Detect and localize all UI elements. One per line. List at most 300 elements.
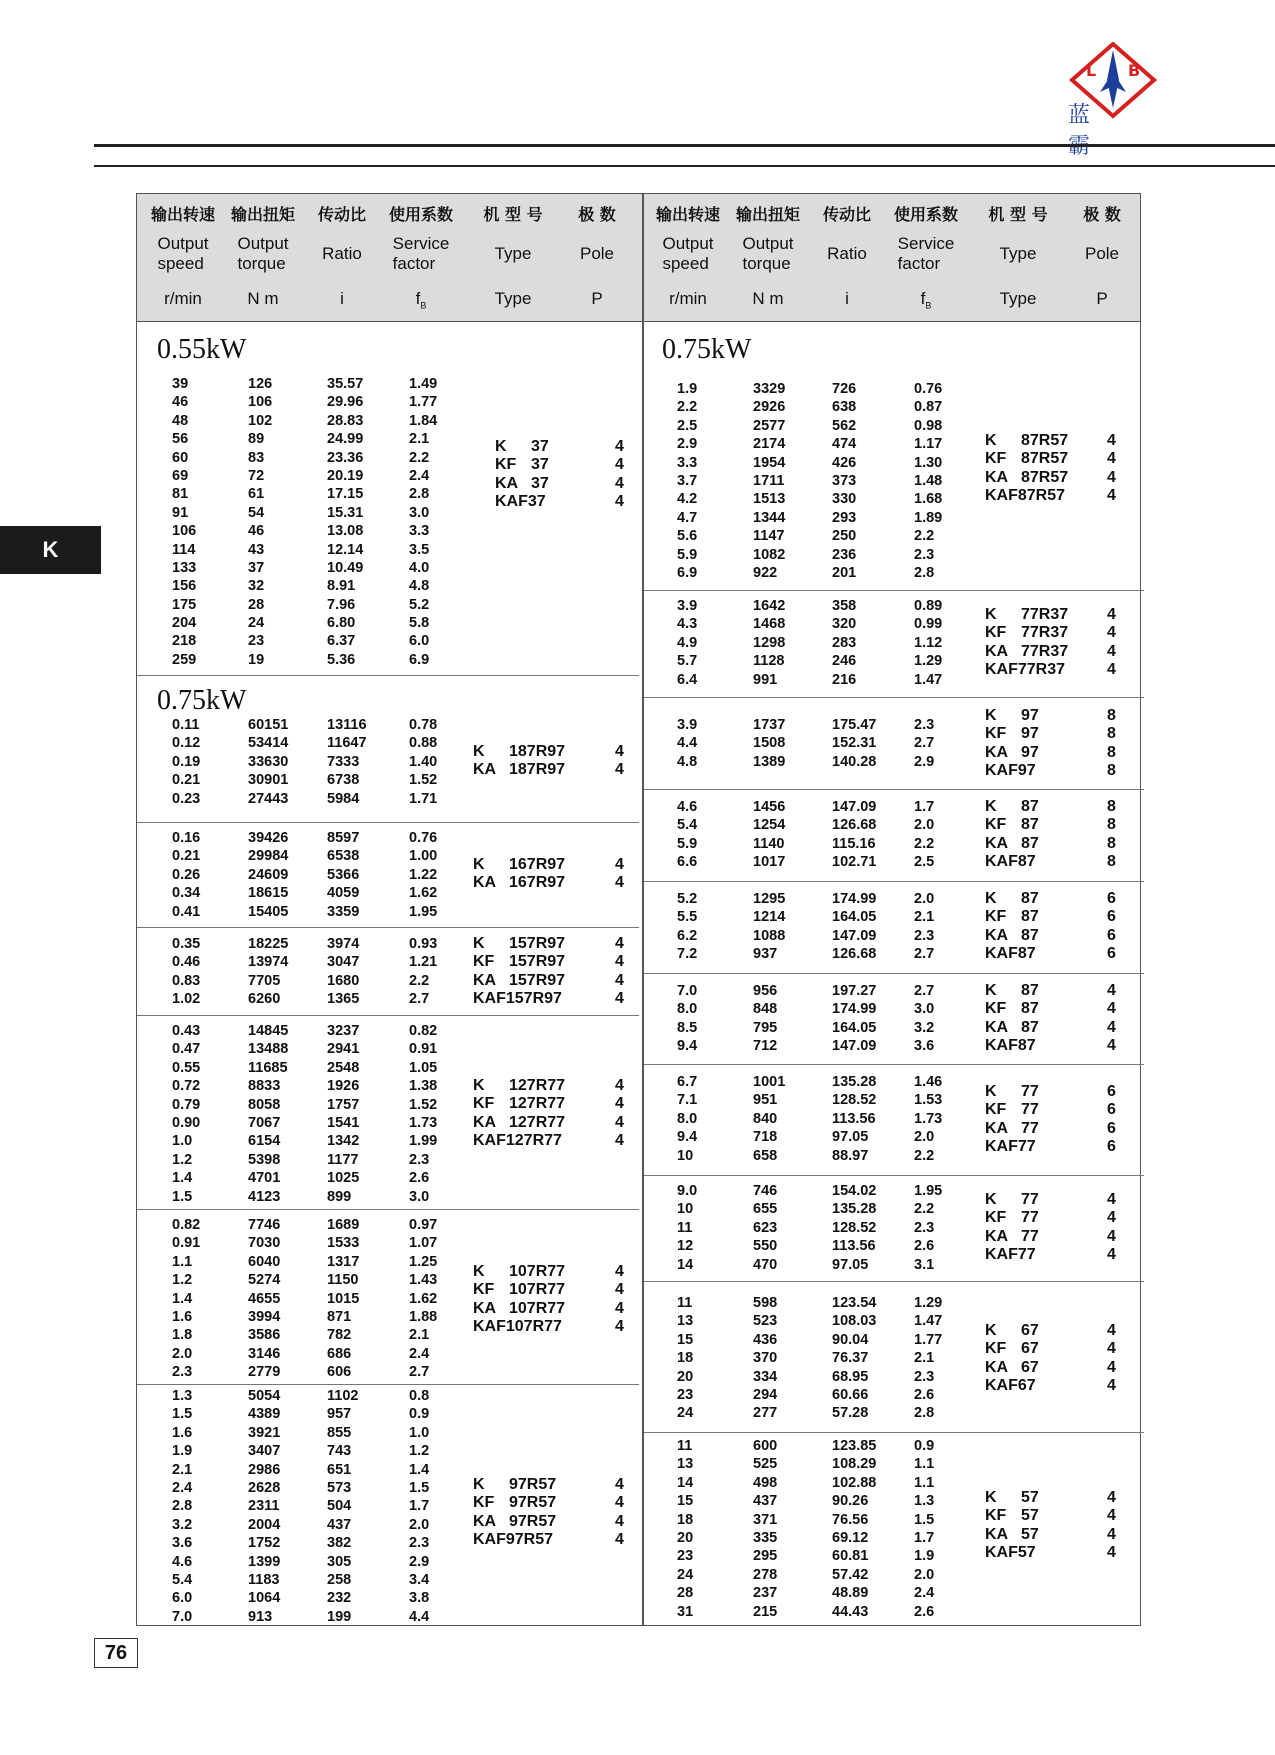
type-size: 87 — [1021, 926, 1039, 944]
type-row — [473, 1263, 633, 1281]
pole-value: 4 — [615, 456, 624, 474]
speed-cell: 5.9 — [677, 546, 698, 563]
type-prefix: KF — [985, 624, 1007, 642]
speed-cell: 4.6 — [677, 799, 698, 815]
ratio-cell: 140.28 — [832, 753, 877, 770]
table-row — [137, 1234, 639, 1252]
factor-cell: 1.49 — [409, 376, 438, 392]
pole-value: 4 — [1107, 1322, 1116, 1339]
type-size: 77 — [1021, 1227, 1039, 1245]
speed-cell: 5.9 — [677, 835, 698, 852]
ratio-cell: 5.36 — [327, 651, 356, 668]
type-prefix: KA — [985, 1358, 1009, 1376]
pole-value: 8 — [1107, 725, 1116, 743]
pole-value: 6 — [1107, 1083, 1116, 1100]
torque-cell: 371 — [753, 1511, 778, 1528]
pole-value: 4 — [615, 1113, 624, 1131]
factor-cell: 2.9 — [409, 1553, 430, 1570]
left-section-4 — [137, 1015, 639, 1210]
type-prefix: K — [985, 798, 997, 815]
ratio-cell: 76.56 — [832, 1511, 869, 1528]
factor-cell: 0.87 — [914, 399, 943, 416]
ratio-cell: 44.43 — [832, 1603, 869, 1620]
type-prefix: KA — [985, 743, 1009, 761]
type-prefix: KAF157R97 — [473, 990, 562, 1008]
type-size: 87 — [1021, 1000, 1039, 1018]
torque-cell: 1082 — [753, 546, 786, 563]
speed-cell: 4.2 — [677, 491, 698, 508]
torque-cell: 278 — [753, 1566, 778, 1583]
pole-value: 4 — [1107, 1246, 1116, 1264]
speed-cell: 1.0 — [172, 1133, 193, 1150]
factor-cell: 1.25 — [409, 1253, 438, 1270]
speed-cell: 7.2 — [677, 946, 698, 963]
type-row — [985, 1120, 1145, 1138]
pole-value: 8 — [1107, 816, 1116, 834]
pole-value: 4 — [615, 1132, 624, 1150]
ratio-cell: 90.04 — [832, 1331, 869, 1348]
factor-cell: 3.5 — [409, 541, 430, 558]
ratio-cell: 726 — [832, 381, 857, 397]
type-prefix: KF — [473, 1095, 495, 1113]
speed-cell: 4.6 — [172, 1553, 193, 1570]
right-section-7 — [642, 1175, 1144, 1282]
right-section-4 — [642, 881, 1144, 974]
speed-cell: 11 — [677, 1295, 693, 1311]
type-row — [985, 661, 1145, 679]
torque-cell: 525 — [753, 1456, 778, 1473]
torque-cell: 2577 — [753, 417, 786, 434]
torque-cell: 335 — [753, 1529, 778, 1546]
type-row — [473, 761, 633, 779]
type-prefix: K — [473, 1077, 485, 1094]
header-cn-1-5: 极 数 — [1083, 205, 1121, 224]
header-cn-0-4: 机 型 号 — [483, 205, 543, 224]
type-prefix: KA — [473, 1299, 497, 1317]
type-row — [473, 856, 633, 874]
header-cn-1-2: 传动比 — [822, 205, 872, 224]
factor-cell: 2.1 — [914, 909, 935, 926]
torque-cell: 37 — [248, 559, 265, 576]
speed-cell: 3.2 — [172, 1516, 193, 1533]
torque-cell: 2926 — [753, 399, 786, 416]
factor-cell: 5.8 — [409, 615, 430, 632]
speed-cell: 5.4 — [677, 817, 698, 834]
header-unit-0-5: P — [591, 289, 603, 308]
speed-cell: 0.91 — [172, 1235, 201, 1252]
torque-cell: 1513 — [753, 491, 786, 508]
factor-cell: 0.89 — [914, 598, 943, 614]
speed-cell: 204 — [172, 615, 197, 632]
torque-cell: 294 — [753, 1386, 778, 1403]
speed-cell: 0.26 — [172, 866, 201, 883]
type-prefix: K — [985, 606, 997, 623]
torque-cell: 5398 — [248, 1151, 281, 1168]
torque-cell: 7067 — [248, 1114, 281, 1131]
pole-value: 4 — [615, 874, 624, 892]
factor-cell: 2.1 — [914, 1350, 935, 1367]
type-row — [473, 1476, 633, 1494]
speed-cell: 259 — [172, 651, 197, 668]
type-row — [473, 1114, 633, 1132]
type-row — [985, 1209, 1145, 1227]
ratio-cell: 69.12 — [832, 1529, 869, 1546]
speed-cell: 7.1 — [677, 1092, 698, 1109]
ratio-cell: 3237 — [327, 1023, 360, 1039]
table-row — [642, 1404, 1144, 1422]
table-row — [137, 541, 639, 559]
torque-cell: 498 — [753, 1474, 778, 1491]
table-row — [642, 1603, 1144, 1621]
pole-value: 4 — [615, 1077, 624, 1094]
factor-cell: 1.89 — [914, 509, 943, 526]
type-row — [473, 953, 633, 971]
torque-cell: 215 — [753, 1603, 778, 1620]
ratio-cell: 174.99 — [832, 891, 877, 907]
torque-cell: 8058 — [248, 1096, 281, 1113]
type-size: 167R97 — [509, 874, 566, 892]
factor-cell: 3.4 — [409, 1571, 430, 1588]
pole-value: 4 — [1107, 1340, 1116, 1358]
ratio-cell: 164.05 — [832, 909, 877, 926]
table-row — [137, 1589, 639, 1607]
type-prefix: KA — [985, 834, 1009, 852]
pole-value: 4 — [615, 1476, 624, 1493]
torque-cell: 4701 — [248, 1170, 281, 1187]
speed-cell: 31 — [677, 1603, 694, 1620]
ratio-cell: 97.05 — [832, 1256, 869, 1273]
pole-value: 6 — [1107, 908, 1116, 926]
torque-cell: 5054 — [248, 1388, 281, 1404]
speed-cell: 5.2 — [677, 891, 698, 907]
type-prefix: K — [985, 1191, 997, 1208]
torque-cell: 2004 — [248, 1516, 281, 1533]
ratio-cell: 638 — [832, 399, 857, 416]
speed-cell: 28 — [677, 1585, 694, 1602]
speed-cell: 1.2 — [172, 1151, 193, 1168]
torque-cell: 14845 — [248, 1023, 289, 1039]
factor-cell: 1.21 — [409, 954, 438, 971]
type-prefix: KAF37 — [495, 493, 546, 511]
factor-cell: 1.62 — [409, 1290, 438, 1307]
torque-cell: 956 — [753, 983, 778, 999]
speed-cell: 10 — [677, 1201, 694, 1218]
ratio-cell: 126.68 — [832, 817, 877, 834]
header-cn-0-0: 输出转速 — [150, 205, 216, 224]
type-size: 77R37 — [1021, 642, 1069, 660]
factor-cell: 2.3 — [914, 546, 935, 563]
ratio-cell: 871 — [327, 1308, 352, 1325]
table-row — [642, 1437, 1144, 1455]
table-row — [137, 1571, 639, 1589]
torque-cell: 3407 — [248, 1443, 281, 1460]
type-size: 37 — [531, 438, 549, 455]
ratio-cell: 3974 — [327, 936, 360, 952]
factor-cell: 2.7 — [914, 946, 935, 963]
speed-cell: 0.55 — [172, 1059, 201, 1076]
type-prefix: KA — [985, 468, 1009, 486]
speed-cell: 0.21 — [172, 848, 201, 865]
type-prefix: K — [473, 1263, 485, 1280]
torque-cell: 1214 — [753, 909, 786, 926]
pole-value: 8 — [1107, 762, 1116, 780]
left-section-3 — [137, 927, 639, 1016]
factor-cell: 0.76 — [914, 381, 943, 397]
logo-letter-l: L — [1086, 61, 1097, 80]
pole-value: 4 — [615, 493, 624, 511]
speed-cell: 6.6 — [677, 854, 698, 871]
speed-cell: 0.19 — [172, 753, 201, 770]
pole-value: 4 — [1107, 1018, 1116, 1036]
ratio-cell: 154.02 — [832, 1183, 877, 1199]
type-row — [985, 908, 1145, 926]
table-row — [137, 1022, 639, 1040]
factor-cell: 1.88 — [409, 1308, 438, 1325]
factor-cell: 1.95 — [409, 903, 438, 920]
type-prefix: K — [495, 438, 507, 455]
speed-cell: 56 — [172, 431, 189, 448]
right-section-5 — [642, 973, 1144, 1065]
factor-cell: 2.0 — [914, 1129, 935, 1146]
factor-cell: 1.17 — [914, 436, 943, 453]
type-row — [985, 853, 1145, 871]
factor-cell: 2.6 — [914, 1238, 935, 1255]
speed-cell: 91 — [172, 504, 189, 521]
type-row — [985, 1246, 1145, 1264]
type-row — [985, 643, 1145, 661]
pole-value: 4 — [1107, 432, 1116, 449]
type-prefix: K — [473, 935, 485, 952]
ratio-cell: 88.97 — [832, 1147, 869, 1164]
type-size: 127R77 — [509, 1113, 566, 1131]
factor-cell: 3.2 — [914, 1019, 935, 1036]
table-row — [137, 1188, 639, 1206]
factor-cell: 2.4 — [409, 1345, 430, 1362]
torque-cell: 655 — [753, 1201, 778, 1218]
factor-cell: 3.8 — [409, 1590, 430, 1607]
header-en-0-2: Ratio — [322, 244, 362, 263]
pole-value: 4 — [1107, 624, 1116, 642]
speed-cell: 0.41 — [172, 903, 201, 920]
ratio-cell: 573 — [327, 1479, 352, 1496]
factor-cell: 1.2 — [409, 1443, 430, 1460]
ratio-cell: 174.99 — [832, 1001, 877, 1018]
ratio-cell: 24.99 — [327, 431, 364, 448]
speed-cell: 0.35 — [172, 936, 201, 952]
speed-cell: 1.4 — [172, 1290, 193, 1307]
factor-cell: 1.47 — [914, 1313, 943, 1330]
factor-cell: 0.82 — [409, 1023, 438, 1039]
speed-cell: 3.7 — [677, 472, 698, 489]
type-size: 87 — [1021, 816, 1039, 834]
pole-value: 4 — [615, 856, 624, 873]
ratio-cell: 152.31 — [832, 735, 877, 752]
ratio-cell: 57.42 — [832, 1566, 869, 1583]
factor-cell: 3.0 — [409, 1188, 430, 1205]
torque-cell: 1399 — [248, 1553, 281, 1570]
factor-cell: 4.4 — [409, 1608, 430, 1625]
torque-cell: 1389 — [753, 753, 786, 770]
torque-cell: 19 — [248, 651, 265, 668]
torque-cell: 4655 — [248, 1290, 281, 1307]
speed-cell: 114 — [172, 541, 196, 558]
speed-cell: 175 — [172, 596, 197, 613]
torque-cell: 6040 — [248, 1253, 281, 1270]
speed-cell: 9.0 — [677, 1183, 698, 1199]
ratio-cell: 1926 — [327, 1078, 360, 1095]
header-unit-0-4: Type — [494, 289, 532, 308]
factor-cell: 1.52 — [409, 1096, 438, 1113]
type-size: 67 — [1021, 1340, 1039, 1358]
ratio-cell: 113.56 — [832, 1110, 876, 1127]
speed-cell: 0.11 — [172, 717, 200, 733]
pole-value: 4 — [1107, 487, 1116, 505]
speed-cell: 0.46 — [172, 954, 201, 971]
torque-cell: 937 — [753, 946, 778, 963]
pole-value: 4 — [615, 935, 624, 952]
header-en-1-2: Ratio — [827, 244, 867, 263]
torque-cell: 39426 — [248, 830, 289, 846]
pole-value: 4 — [1107, 606, 1116, 623]
torque-cell: 1254 — [753, 817, 786, 834]
torque-cell: 334 — [753, 1368, 778, 1385]
type-size: 187R97 — [509, 761, 566, 779]
pole-value: 4 — [1107, 1000, 1116, 1018]
factor-cell: 2.0 — [914, 891, 935, 907]
pole-value: 8 — [1107, 743, 1116, 761]
type-prefix: KF — [985, 450, 1007, 468]
type-row — [495, 475, 655, 493]
type-row — [473, 1494, 633, 1512]
factor-cell: 1.29 — [914, 653, 943, 670]
type-row — [985, 624, 1145, 642]
pole-value: 4 — [1107, 661, 1116, 679]
speed-cell: 1.4 — [172, 1170, 193, 1187]
torque-cell: 89 — [248, 431, 265, 448]
pole-value: 8 — [1107, 853, 1116, 871]
ratio-cell: 147.09 — [832, 1038, 877, 1055]
torque-cell: 598 — [753, 1295, 778, 1311]
page-number: 76 — [94, 1638, 138, 1668]
torque-cell: 746 — [753, 1183, 778, 1199]
speed-cell: 6.7 — [677, 1074, 698, 1090]
type-row — [985, 725, 1145, 743]
torque-cell: 1456 — [753, 799, 786, 815]
pole-value: 4 — [615, 990, 624, 1008]
pole-value: 4 — [1107, 450, 1116, 468]
ratio-cell: 123.54 — [832, 1295, 877, 1311]
speed-cell: 12 — [677, 1238, 694, 1255]
torque-cell: 3329 — [753, 381, 786, 397]
torque-cell: 2779 — [248, 1364, 281, 1381]
ratio-cell: 437 — [327, 1516, 352, 1533]
factor-cell: 2.7 — [409, 1364, 430, 1381]
ratio-cell: 3359 — [327, 903, 360, 920]
type-size: 77 — [1021, 1119, 1039, 1137]
speed-cell: 7.0 — [172, 1608, 193, 1625]
table-row — [137, 614, 639, 632]
type-row — [985, 1340, 1145, 1358]
type-row — [985, 1037, 1145, 1055]
type-row — [473, 1281, 633, 1299]
ratio-cell: 2548 — [327, 1059, 360, 1076]
factor-cell: 2.0 — [914, 817, 935, 834]
table-row — [137, 1216, 639, 1234]
type-size: 107R77 — [509, 1281, 566, 1299]
type-size: 87 — [1021, 982, 1039, 999]
type-prefix: KF — [985, 1000, 1007, 1018]
type-row — [985, 798, 1145, 816]
factor-cell: 0.9 — [914, 1438, 935, 1454]
speed-cell: 6.9 — [677, 564, 698, 581]
ratio-cell: 15.31 — [327, 504, 364, 521]
torque-cell: 1295 — [753, 891, 786, 907]
table-row — [642, 380, 1144, 398]
torque-cell: 3921 — [248, 1424, 281, 1441]
torque-cell: 33630 — [248, 753, 289, 770]
factor-cell: 1.05 — [409, 1059, 438, 1076]
factor-cell: 3.0 — [914, 1001, 935, 1018]
header-cn-1-1: 输出扭矩 — [735, 205, 801, 224]
ratio-cell: 5366 — [327, 866, 360, 883]
ratio-cell: 305 — [327, 1553, 352, 1570]
speed-cell: 0.79 — [172, 1096, 201, 1113]
ratio-cell: 197.27 — [832, 983, 877, 999]
ratio-cell: 90.26 — [832, 1493, 869, 1510]
torque-cell: 1298 — [753, 634, 786, 651]
ratio-cell: 35.57 — [327, 376, 364, 392]
table-row — [137, 829, 639, 847]
torque-cell: 1017 — [753, 854, 786, 871]
torque-cell: 718 — [753, 1129, 778, 1146]
power-title: 0.75kW — [157, 685, 247, 716]
ratio-cell: 57.28 — [832, 1405, 869, 1422]
type-prefix: KA — [985, 1525, 1009, 1543]
pole-value: 4 — [1107, 1489, 1116, 1506]
table-row — [137, 375, 639, 393]
speed-cell: 81 — [172, 486, 189, 503]
type-size: 87 — [1021, 890, 1039, 907]
type-prefix: KA — [473, 761, 497, 779]
speed-cell: 9.4 — [677, 1129, 698, 1146]
type-size: 77R37 — [1021, 624, 1069, 642]
ratio-cell: 373 — [832, 472, 857, 489]
ratio-cell: 60.81 — [832, 1548, 869, 1565]
type-size: 107R77 — [509, 1263, 566, 1280]
speed-cell: 0.83 — [172, 972, 201, 989]
type-row — [473, 1513, 633, 1531]
ratio-cell: 17.15 — [327, 486, 364, 503]
speed-cell: 15 — [677, 1331, 694, 1348]
speed-cell: 46 — [172, 394, 189, 411]
speed-cell: 2.0 — [172, 1345, 193, 1362]
pole-value: 4 — [1107, 1525, 1116, 1543]
header-unit-0-0: r/min — [164, 289, 202, 308]
type-row — [985, 1228, 1145, 1246]
speed-cell: 1.6 — [172, 1308, 193, 1325]
speed-cell: 13 — [677, 1456, 694, 1473]
type-size: 97 — [1021, 707, 1039, 724]
pole-value: 4 — [615, 953, 624, 971]
speed-cell: 1.3 — [172, 1388, 193, 1404]
factor-cell: 1.43 — [409, 1272, 438, 1289]
speed-cell: 0.43 — [172, 1023, 201, 1039]
type-prefix: KAF87 — [985, 853, 1036, 871]
factor-cell: 2.2 — [409, 449, 430, 466]
factor-cell: 2.2 — [914, 528, 935, 545]
speed-cell: 6.2 — [677, 927, 698, 944]
type-size: 37 — [531, 474, 549, 492]
